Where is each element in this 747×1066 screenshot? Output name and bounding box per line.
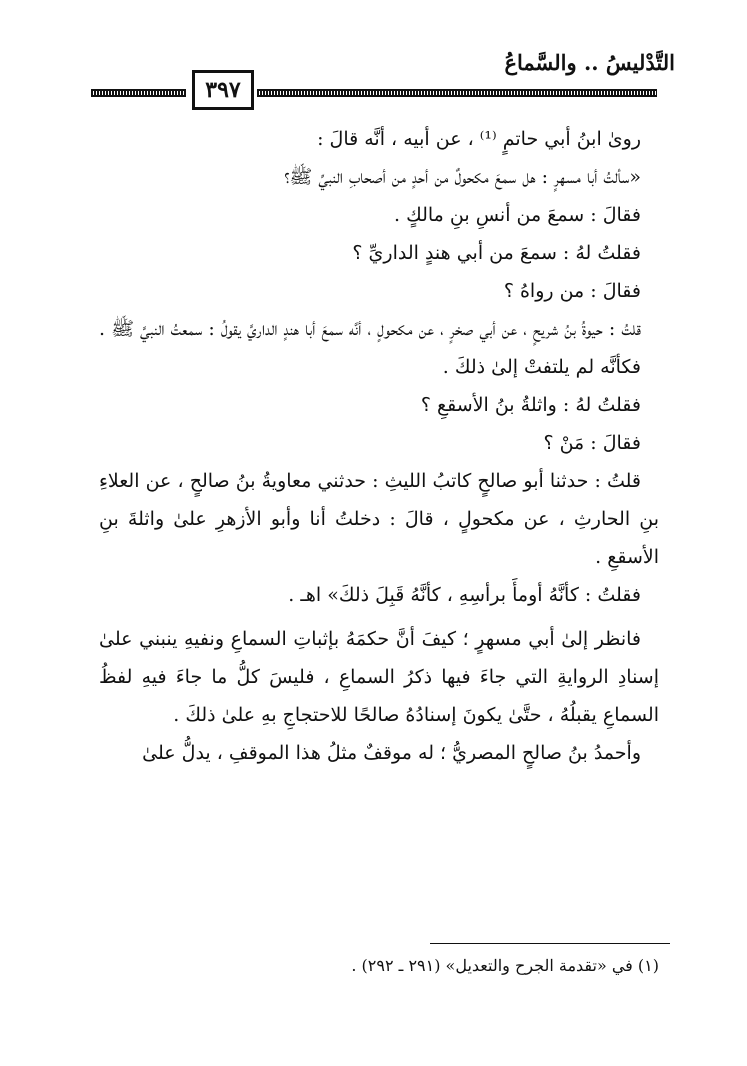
paragraph: قلتُ : حدثنا أبو صالحٍ كاتبُ الليثِ : حدثني معاويةُ بنُ صالحٍ ، عن العلاءِ بنِ الحارثِ ، عن مكحولٍ ، قالَ : دخلتُ أنا وأبو الأزهرِ علىٰ واثلةَ بنِ الأسقعِ . (99, 470, 659, 568)
paragraph: قلتُ : حيوةُ بنُ شريحٍ ، عن أبي صخرٍ ، عن مكحولٍ ، أنَّه سمعَ أبا هندٍ الداريَّ يقولُ : سمعتُ النبيَّ ﷺ . (98, 318, 641, 340)
page-number: ٣٩٧ (192, 70, 254, 110)
paragraph: فقالَ : مَنْ ؟ (543, 432, 641, 454)
paragraph: فقلتُ لهُ : واثلةُ بنُ الأسقعِ ؟ (420, 394, 641, 416)
paragraph: فقلتُ : كأنَّهُ أومأَ برأسِهِ ، كأنَّهُ قَبِلَ ذلكَ» اهـ . (288, 584, 641, 606)
paragraph: «سألتُ أبا مسهرٍ : هل سمعَ مكحولٌ من أحدٍ من أصحابِ النبيِّ ﷺ؟ (284, 166, 641, 188)
footnote: (١) في «تقدمة الجرح والتعديل» (٢٩١ ـ ٢٩٢) . (351, 956, 659, 975)
main-text (99, 120, 659, 772)
running-title: التَّدْليسُ .. والسَّماعُ (504, 50, 675, 75)
ornamental-rule-right (257, 89, 657, 97)
paragraph: رویٰ ابنُ أبي حاتمٍ ⁽¹⁾ ، عن أبيه ، أنَّه قالَ : (317, 128, 641, 150)
paragraph: فقالَ : سمعَ من أنسِ بنِ مالكٍ . (394, 204, 641, 226)
paragraph: فقالَ : من رواهُ ؟ (503, 280, 641, 302)
paragraph: فقلتُ لهُ : سمعَ من أبي هندٍ الداريِّ ؟ (352, 242, 641, 264)
paragraph: وأحمدُ بنُ صالحٍ المصريُّ ؛ له موقفٌ مثلُ هذا الموقفِ ، يدلُّ علىٰ (142, 742, 641, 764)
paragraph: فكأنَّه لم يلتفتْ إلىٰ ذلكَ . (442, 356, 641, 378)
ornamental-rule-left (91, 89, 186, 97)
page-header (0, 0, 747, 110)
paragraph: فانظر إلىٰ أبي مسهرٍ ؛ كيفَ أنَّ حكمَهُ بإثباتِ السماعِ ونفيهِ ينبني علىٰ إسنادِ الروايةِ التي جاءَ فيها ذكرُ السماعِ ، فليسَ كلُّ ما جاءَ فيهِ لفظُ السماعِ يقبلُهُ ، حتَّىٰ يكونَ إسنادُهُ صالحًا للاحتجاجِ بهِ علىٰ ذلكَ . (99, 628, 659, 726)
footnote-divider (430, 943, 670, 944)
